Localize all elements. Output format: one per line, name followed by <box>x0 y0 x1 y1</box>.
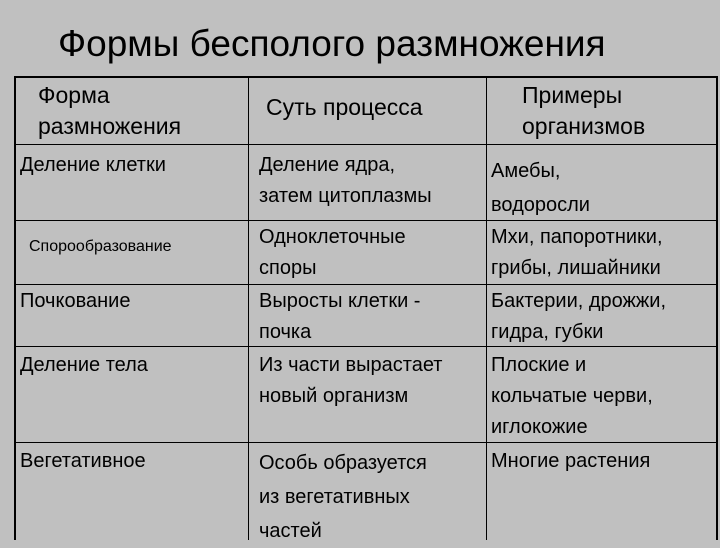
table-cell-process: Выросты клетки - почка <box>259 290 421 343</box>
table-cell-process: Одноклеточные споры <box>259 226 406 279</box>
table-cell-examples: Бактерии, дрожжи, гидра, губки <box>491 290 667 343</box>
table-cell-form: Почкование <box>20 290 131 312</box>
header-examples: Примеры организмов <box>522 82 646 139</box>
table-cell-process: Из части вырастает новый организм <box>259 354 443 407</box>
table-cell-form: Деление клетки <box>20 154 166 176</box>
table-cell-examples: Плоские и кольчатые черви, иглокожие <box>491 354 653 438</box>
table-cell-process: Деление ядра, затем цитоплазмы <box>259 154 432 207</box>
table-cell-form: Вегетативное <box>20 450 146 472</box>
column-divider <box>486 78 487 540</box>
column-divider <box>248 78 249 540</box>
row-divider <box>16 220 716 221</box>
table-cell-examples: Мхи, папоротники, грибы, лишайники <box>491 226 663 279</box>
table-cell-process: Особь образуется из вегетативных частей <box>259 452 427 542</box>
table-cell-examples: Многие растения <box>491 450 651 472</box>
header-form: Форма размножения <box>38 82 182 139</box>
table-cell-examples: Амебы, водоросли <box>491 160 590 216</box>
asexual-reproduction-table <box>14 76 718 540</box>
table-cell-form: Деление тела <box>20 354 148 376</box>
row-divider <box>16 284 716 285</box>
table-cell-form: Спорообразование <box>29 238 172 255</box>
row-divider <box>16 144 716 145</box>
header-process: Суть процесса <box>266 94 423 120</box>
page-title: Формы бесполого размножения <box>58 23 606 64</box>
